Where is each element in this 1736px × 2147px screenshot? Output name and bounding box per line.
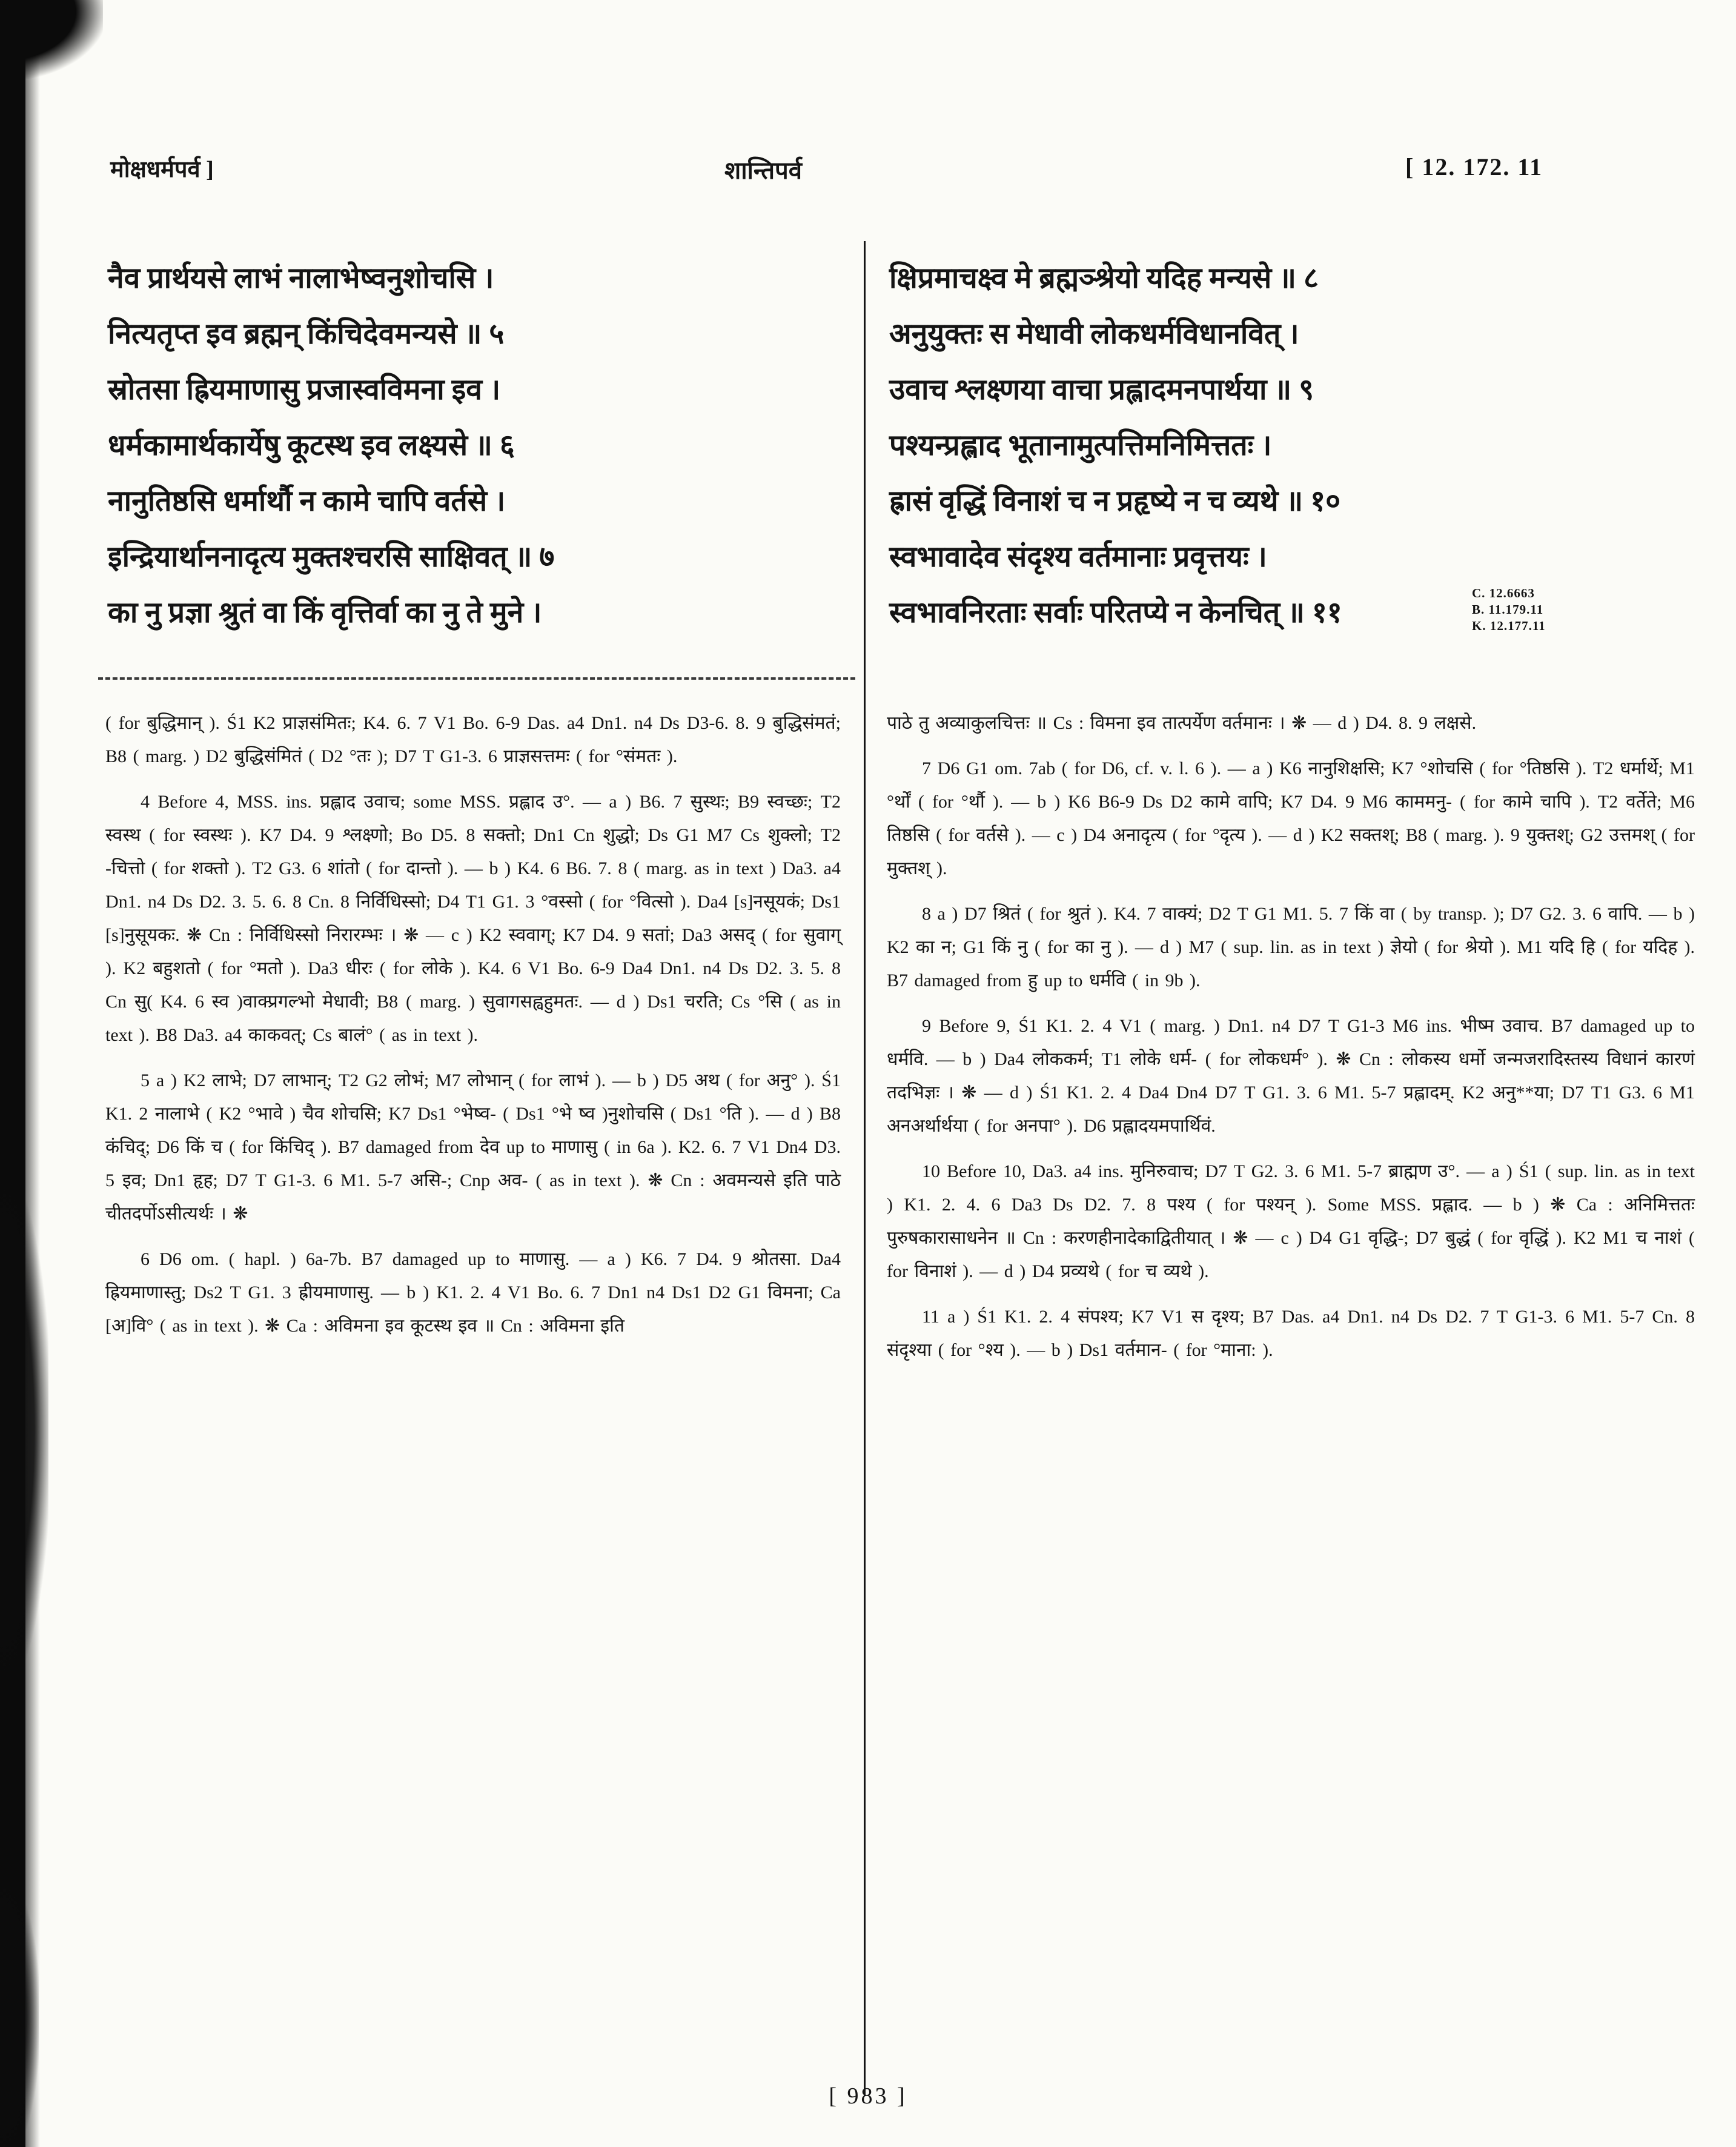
verse-line: का नु प्रज्ञा श्रुतं वा किं वृत्तिर्वा का नु ते मुने । bbox=[108, 597, 542, 629]
column-divider-rule bbox=[864, 241, 866, 2096]
verse-line: नैव प्रार्थयसे लाभं नालाभेष्वनुशोचसि । bbox=[108, 262, 494, 294]
scan-edge-bulge bbox=[0, 1181, 48, 1678]
apparatus-note-9: 9 Before 9, Ś1 K1. 2. 4 V1 ( marg. ) Dn1. n4 D7 T G1-3 M6 ins. भीष्म उवाच. B7 damaged up to धर्मवि. — b ) Da4 लोककर्म; T1 लोके धर्म- ( for लोकधर्म° ). ❋ Cn : लोकस्य धर्मो जन्मजरादिस्तस्य विधानं कारणं तदभिज्ञः । ❋ — d ) Ś1 K1. 2. 4 Da4 Dn4 D7 T G1. 3. 6 M1. 5-7 प्रह्लादम्. K2 अनु**या; D7 T1 G3. 6 M1 अनअर्थार्थया ( for अनपा° ). D6 प्रह्लादयमपार्थिवं. bbox=[887, 1016, 1695, 1136]
verse-line: स्वभावनिरताः सर्वाः परितप्ये न केनचित् ॥ ११ bbox=[889, 597, 1342, 629]
apparatus-note-6: 6 D6 om. ( hapl. ) 6a-7b. B7 damaged up to माणासु. — a ) K6. 7 D4. 9 श्रोतसा. Da4 ह्रियमाणास्तु; Ds2 T G1. 3 ह्रीयमाणासु. — b ) K1. 2. 4 V1 Bo. 6. 7 Dn1 n4 Ds1 D2 G1 विमना; Ca [अ]वि° ( as in text ). ❋ Ca : अविमना इव कूटस्थ इव ॥ Cn : अविमना इति bbox=[105, 1249, 841, 1336]
verse-line: नानुतिष्ठसि धर्मार्थौ न कामे चापि वर्तसे । bbox=[108, 485, 506, 517]
scan-edge-strip bbox=[0, 0, 25, 2147]
apparatus-note-10: 10 Before 10, Da3. a4 ins. मुनिरुवाच; D7 T G2. 3. 6 M1. 5-7 ब्राह्मण उ°. — a ) Ś1 ( sup. lin. as in text ) K1. 2. 4. 6 Da3 Ds D2. 7. 8 पश्य ( for पश्यन् ). Some MSS. प्रह्लाद. — b ) ❋ Ca : अनिमित्ततः पुरुषकारासाधनेन ॥ Cn : करणहीनादेकाद्वितीयात् । ❋ — c ) D4 G1 वृद्धि-; D7 बुद्धं ( for वृद्धिं ). K2 M1 च नाशं ( for विनाशं ). — d ) D4 प्रव्यथे ( for च व्यथे ). bbox=[887, 1161, 1695, 1281]
verse-column-right bbox=[889, 251, 1586, 641]
apparatus-note-8: 8 a ) D7 श्रितं ( for श्रुतं ). K4. 7 वाक्यं; D2 T G1 M1. 5. 7 किं वा ( by transp. ); D7 G2. 3. 6 वापि. — b ) K2 का न; G1 किं नु ( for का नु ). — d ) M7 ( sup. lin. as in text ) ज्ञेयो ( for श्रेयो ). M1 यदि हि ( for यदिह ). B7 damaged from हु up to धर्मवि ( in 9b ). bbox=[887, 904, 1695, 991]
verse-line: अनुयुक्तः स मेधावी लोकधर्मविधानवित् । bbox=[889, 318, 1299, 350]
header-parva-title: शान्तिपर्व bbox=[724, 157, 802, 184]
apparatus-continuation: पाठे तु अव्याकुलचित्तः ॥ Cs : विमना इव तात्पर्येण वर्तमानः । ❋ — d ) D4. 8. 9 लक्षसे. bbox=[887, 713, 1477, 733]
margin-edition-references bbox=[1472, 585, 1546, 634]
apparatus-note-7: 7 D6 G1 om. 7ab ( for D6, cf. v. l. 6 ). — a ) K6 नानुशिक्षसि; K7 °शोचसि ( for °तिष्ठसि ). T2 धर्मार्थे; M1 °र्थों ( for °र्थौ ). — b ) K6 B6-9 Ds D2 कामे वापि; K7 D4. 9 M6 काममनु- ( for कामे चापि ). T2 वर्तेते; M6 तिष्ठसि ( for वर्तसे ). — c ) D4 अनादृत्य ( for °दृत्य ). — d ) K2 सक्तश्; B8 ( marg. ). 9 युक्तश्; G2 उत्तमश् ( for मुक्तश् ). bbox=[887, 758, 1695, 878]
verse-line: उवाच श्लक्ष्णया वाचा प्रह्लादमनपार्थया ॥ ९ bbox=[889, 374, 1314, 406]
verse-column-left bbox=[108, 251, 847, 641]
margin-ref: C. 12.6663 bbox=[1472, 586, 1535, 600]
apparatus-continuation: ( for बुद्धिमान् ). Ś1 K2 प्राज्ञसंमितः; K4. 6. 7 V1 Bo. 6-9 Das. a4 Dn1. n4 Ds D3-6. 8. 9 बुद्धिसंमतं; B8 ( marg. ) D2 बुद्धिसंमितं ( D2 °तः ); D7 T G1-3. 6 प्राज्ञसत्तमः ( for °संमतः ). bbox=[105, 713, 841, 766]
verse-line: धर्मकामार्थकार्येषु कूटस्थ इव लक्ष्यसे ॥ ६ bbox=[108, 430, 515, 462]
apparatus-column-right bbox=[887, 706, 1695, 1379]
apparatus-note-5: 5 a ) K2 लाभे; D7 लाभान्; T2 G2 लोभं; M7 लोभान् ( for लाभं ). — b ) D5 अथ ( for अनु° ). Ś1 K1. 2 नालाभे ( K2 °भावे ) चैव शोचसि; K7 Ds1 °भेष्व- ( Ds1 °भे ष्व )नुशोचसि ( Ds1 °ति ). — d ) B8 कंचिद्; D6 किं च ( for किंचिद् ). B7 damaged from देव up to माणासु ( in 6a ). K2. 6. 7 V1 Dn4 D3. 5 इव; Dn1 हृह; D7 T G1-3. 6 M1. 5-7 असि-; Cnp अव- ( as in text ). ❋ Cn : अवमन्यसे इति पाठे चीतदर्पोऽसीत्यर्थः । ❋ bbox=[105, 1070, 841, 1224]
scan-corner-blob bbox=[0, 0, 103, 79]
page-number: [ 983 ] bbox=[829, 2083, 907, 2109]
verse-line: नित्यतृप्त इव ब्रह्मन् किंचिदेवमन्यसे ॥ ५ bbox=[108, 318, 505, 350]
apparatus-column-left bbox=[105, 706, 841, 1355]
verse-line: स्वभावादेव संदृश्य वर्तमानाः प्रवृत्तयः । bbox=[889, 541, 1267, 573]
header-section-title-left: मोक्षधर्मपर्व ] bbox=[110, 157, 214, 182]
apparatus-note-4: 4 Before 4, MSS. ins. प्रह्लाद उवाच; some MSS. प्रह्लाद उ°. — a ) B6. 7 सुस्थः; B9 स्वच्छः; T2 स्वस्थ ( for स्वस्थः ). K7 D4. 9 श्लक्ष्णो; Bo D5. 8 सक्तो; Dn1 Cn शुद्धो; Ds G1 M7 Cs शुक्लो; T2 -चित्तो ( for शक्तो ). T2 G3. 6 शांतो ( for दान्तो ). — b ) K4. 6 B6. 7. 8 ( marg. as in text ) Da3. a4 Dn1. n4 Ds D2. 3. 5. 6. 8 Cn. 8 निर्विधिस्सो; D4 T1 G1. 3 °वस्सो ( for °वित्सो ). Da4 [s]नसूयकं; Ds1 [s]नुसूयकः. ❋ Cn : निर्विधिस्सो निरारम्भः । ❋ — c ) K2 स्ववाग्; K7 D4. 9 सतां; Da3 असद् ( for सुवाग् ). K2 बहुशतो ( for °मतो ). Da3 धीरः ( for लोके ). K4. 6 V1 Bo. 6-9 Da4 Dn1. n4 Ds D2. 3. 5. 8 Cn सु( K4. 6 स्व )वाक्प्रगल्भो मेधावी; B8 ( marg. ) सुवागसह्वहुमतः. — d ) Ds1 चरति; Cs °सि ( as in text ). B8 Da3. a4 काकवत्; Cs बालं° ( as in text ). bbox=[105, 792, 841, 1045]
verse-line: स्रोतसा ह्रियमाणासु प्रजास्वविमना इव । bbox=[108, 374, 501, 406]
scan-edge-fade bbox=[25, 0, 40, 2147]
verse-apparatus-dashed-divider bbox=[98, 677, 855, 680]
margin-ref: B. 11.179.11 bbox=[1472, 602, 1544, 617]
running-header bbox=[0, 153, 1736, 189]
apparatus-note-11: 11 a ) Ś1 K1. 2. 4 संपश्य; K7 V1 स दृश्य; B7 Das. a4 Dn1. n4 Ds D2. 7 T G1-3. 6 M1. 5-7 Cn. 8 संदृश्या ( for °श्य ). — b ) Ds1 वर्तमान- ( for °माना: ). bbox=[887, 1307, 1695, 1360]
verse-line: इन्द्रियार्थाननादृत्य मुक्तश्चरसि साक्षिवत् ॥ ७ bbox=[108, 541, 555, 573]
verse-line: ह्रासं वृद्धिं विनाशं च न प्रहृष्ये न च व्यथे ॥ १० bbox=[889, 485, 1341, 517]
header-verse-reference: [ 12. 172. 11 bbox=[1405, 153, 1543, 181]
verse-line: पश्यन्प्रह्लाद भूतानामुत्पत्तिमनिमित्ततः । bbox=[889, 430, 1272, 462]
verse-line: क्षिप्रमाचक्ष्व मे ब्रह्मञ्श्रेयो यदिह मन्यसे ॥ ८ bbox=[889, 262, 1319, 294]
margin-ref: K. 12.177.11 bbox=[1472, 619, 1546, 633]
